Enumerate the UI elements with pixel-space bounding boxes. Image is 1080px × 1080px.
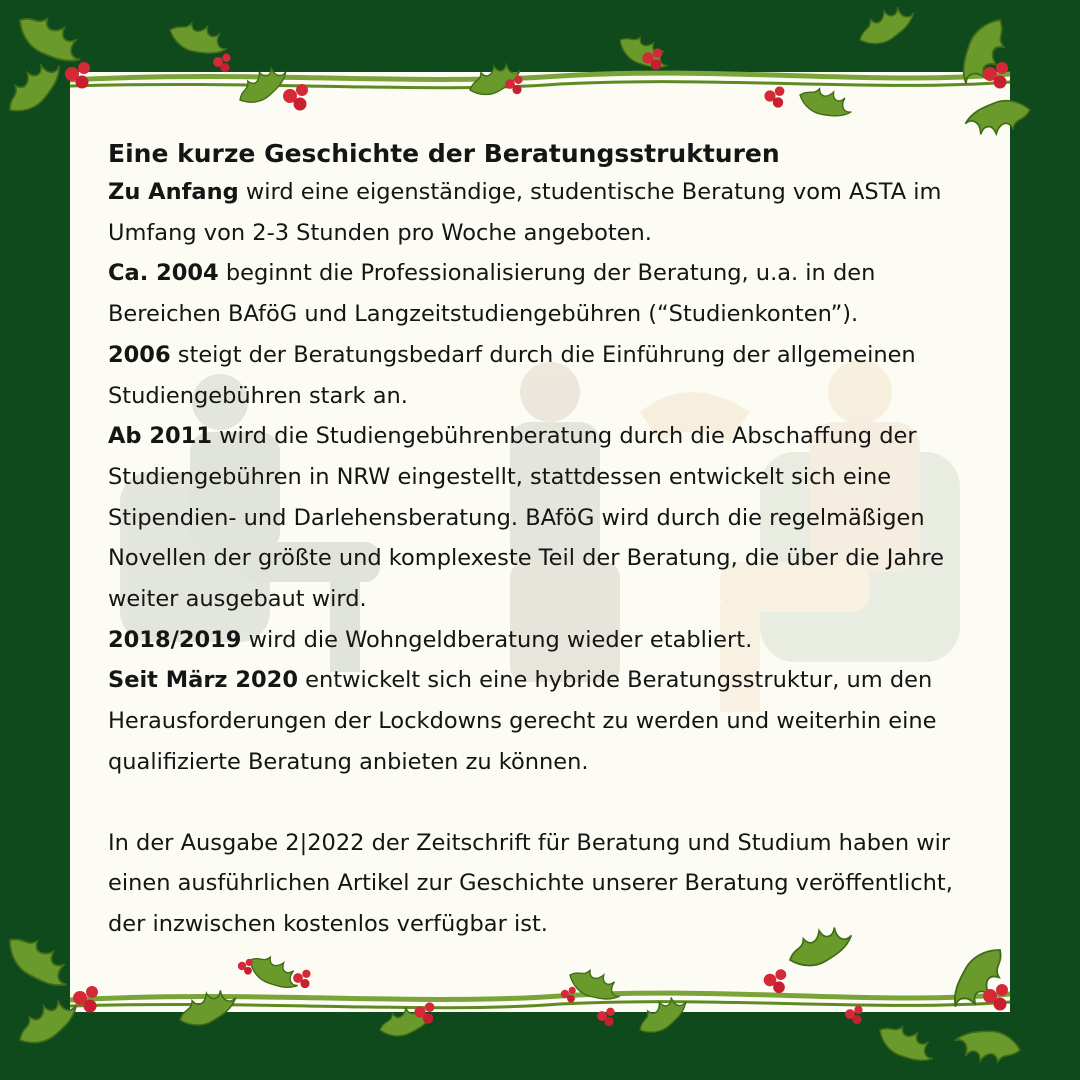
timeline-text: beginnt die Professionalisierung der Beratung, u.a. in den Bereichen BAföG und Langzeitstudiengebühren (“Studienkonten”). xyxy=(108,260,876,328)
timeline-entry-2020 xyxy=(108,660,988,782)
timeline-date: 2018/2019 xyxy=(108,626,242,653)
closing-paragraph: In der Ausgabe 2|2022 der Zeitschrift für Beratung und Studium haben wir einen ausführlichen Artikel zur Geschichte unserer Beratung veröffentlicht, der inzwischen kostenlos verfügbar ist. xyxy=(108,829,953,937)
timeline-entry-start xyxy=(108,172,988,253)
timeline-text: wird die Wohngeldberatung wieder etabliert. xyxy=(241,626,753,653)
timeline-text: entwickelt sich eine hybride Beratungsstruktur, um den Herausforderungen der Lockdowns gerecht zu werden und weiterhin eine qualifizierte Beratung anbieten zu können. xyxy=(108,667,937,775)
timeline-text: wird eine eigenständige, studentische Beratung vom ASTA im Umfang von 2-3 Stunden pro Woche angeboten. xyxy=(108,179,942,246)
timeline-entry-2011 xyxy=(108,416,988,620)
timeline-text: wird die Studiengebührenberatung durch die Abschaffung der Studiengebühren in NRW eingestellt, stattdessen entwickelt sich eine Stipendien- und Darlehensberatung. BAföG wird durch die regelmäßigen Novellen der größte und komplexeste Teil der Beratung, die über die Jahre weiter ausgebaut wird. xyxy=(108,423,945,613)
timeline-date: 2006 xyxy=(108,341,171,368)
text-content xyxy=(108,136,988,945)
timeline-date: Seit März 2020 xyxy=(108,667,298,694)
timeline-entry-2004 xyxy=(108,253,988,334)
page-title: Eine kurze Geschichte der Beratungsstrukturen xyxy=(108,139,780,168)
timeline-entry-2006 xyxy=(108,335,988,416)
timeline-date: Zu Anfang xyxy=(108,179,239,205)
timeline-date: Ab 2011 xyxy=(108,423,212,450)
timeline xyxy=(108,172,988,783)
timeline-text: steigt der Beratungsbedarf durch die Einführung der allgemeinen Studiengebühren stark an. xyxy=(108,341,916,409)
timeline-entry-2018 xyxy=(108,620,988,661)
timeline-date: Ca. 2004 xyxy=(108,260,219,287)
